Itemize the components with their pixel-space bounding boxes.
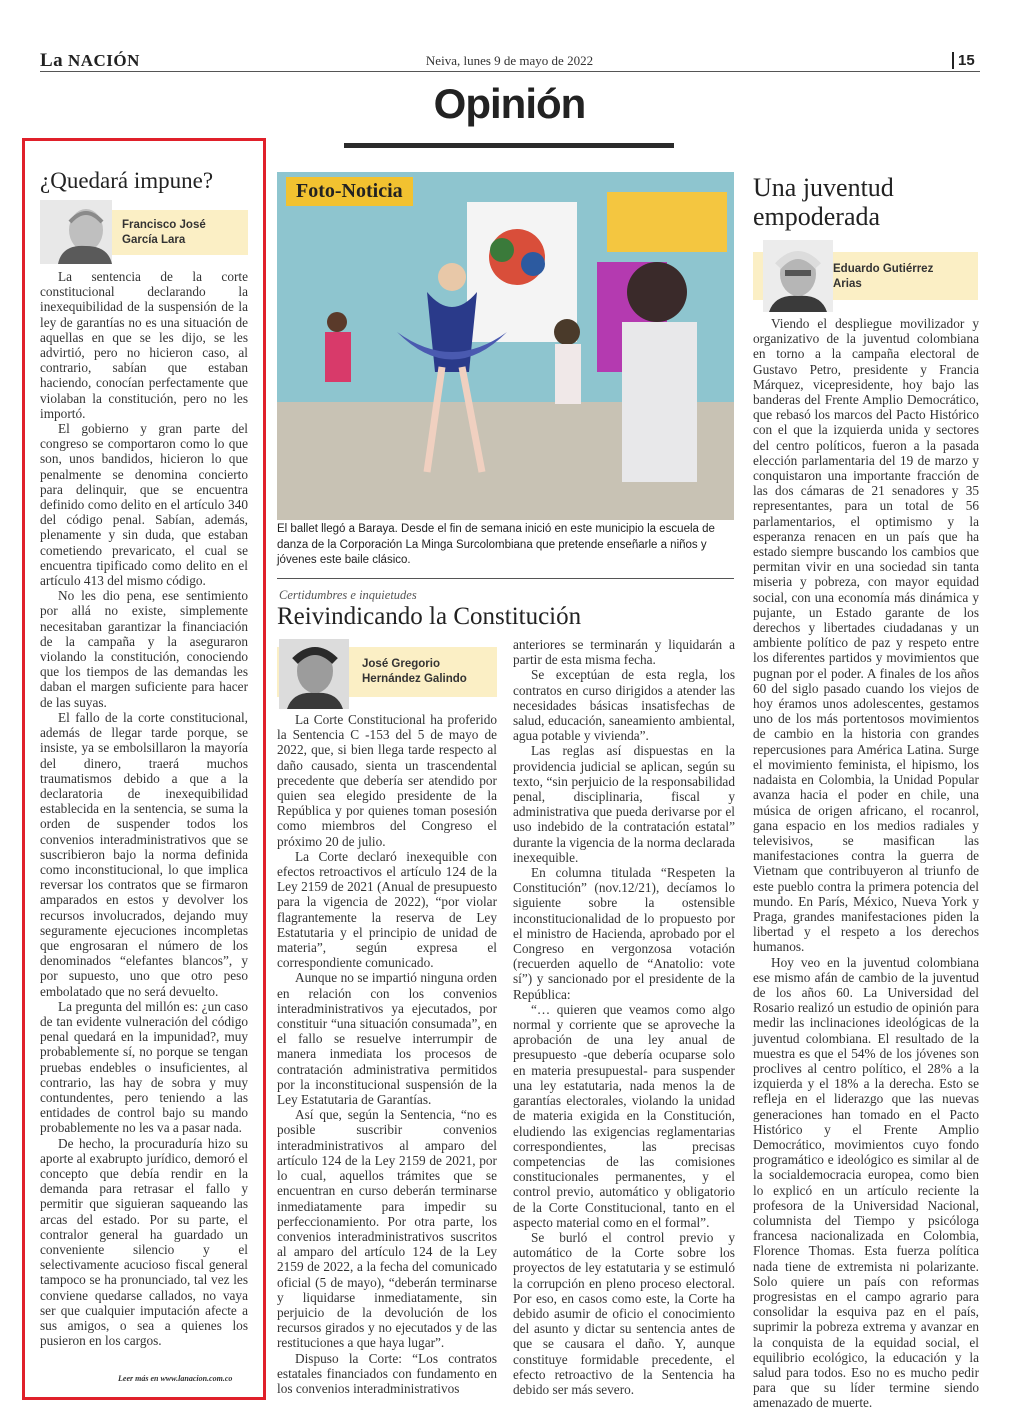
right-article-body	[753, 316, 979, 1411]
paragraph: De hecho, la procuraduría hizo su aporte al exabrupto jurídico, demoró el concepto que debía rendir en la demanda para retrasar el fallo y permitir que siguieran saqueando las arcas del estado. Por su parte, el contralor general ha guardado un conveniente silencio y el selectivamente acucioso fiscal general tampoco se ha pronunciado, tal vez les conviene quedarse callados, no vaya ser que cualquier imputación afecte a sus amigos, o sea a quienes los pusieron en los cargos.	[40, 1135, 248, 1349]
author-portrait-icon	[40, 200, 112, 264]
middle-article-col1	[277, 712, 497, 1396]
left-article-body	[40, 269, 248, 1348]
page-number: 15	[952, 52, 975, 69]
left-author-name-2: García Lara	[122, 234, 186, 246]
column-kicker: Certidumbres e inquietudes	[279, 588, 417, 602]
right-title-line-2: empoderada	[753, 202, 881, 231]
author-portrait-icon	[279, 639, 349, 709]
paragraph: Se burló el control previo y automático de la Corte sobre los proyectos de ley estatutaria y se estimuló la corrupción en pleno proceso electoral. Por eso, en casos como este, la Corte ha debido asumir de oficio el conocimiento del asunto y dictar su sentencia antes de que se causara el daño. Y, aunque constituye formidable precedente, el efecto retroactivo de la Sentencia ha debido ser más severo.	[513, 1229, 735, 1397]
right-author-box	[753, 252, 978, 300]
foto-noticia-label: Foto-Noticia	[286, 177, 413, 206]
paragraph: La Corte Constitucional ha proferido la Sentencia C -153 del 5 de mayo de 2022, que, si bien llega tarde respecto al daño causado, sienta un trascendental precedente que debería ser atendido por quien sea elegido presidente de la República y por quienes toman posesión como miembros del Congreso el próximo 20 de julio.	[277, 712, 497, 849]
left-article-title: ¿Quedará impune?	[40, 168, 214, 193]
dateline: Neiva, lunes 9 de mayo de 2022	[425, 53, 594, 68]
author-photo	[40, 200, 112, 264]
left-author-name-1: Francisco José	[122, 219, 206, 231]
ballet-photo	[277, 172, 734, 520]
section-title: Opinión	[433, 80, 586, 127]
middle-author-name-2: Hernández Galindo	[362, 673, 467, 685]
paragraph: Aunque no se impartió ninguna orden en relación con los convenios interadministrativos ya ejecutados, por constituir “una situación consumada”, en el fallo se resuelve interrumpir de manera inmediata los procesos de contratación administrativa permitidos por la inconstitucional suspensión de la Ley Estatutaria de Garantías.	[277, 970, 497, 1108]
paragraph: Viendo el despliegue movilizador y organizativo de la juventud colombiana en torno a la campaña electoral de Gustavo Petro, presidente y Francia Márquez, vicepresidente, hoy bajo las banderas del Frente Amplio Democrático, que rebasó los marcos del Pacto Histórico con el que la izquierda unida y sectores del centro políticos, fueron a la pasada elección parlamentaria del 19 de marzo y conquistaron una importante fracción de las dos cámaras de 21 senadores y 35 representantes, para un total de 56 parlamentarios, el optimismo y la esperanza renacen en un país que ha estado siempre buscando los cambios que permitan vivir en una sociedad sin tanta miseria y pobreza, con mayor equidad social, con una economía más dinámica y pujante, un Estado garante de los derechos y libertades ciudadanas y un ambiente político de paz y respeto entre los diferentes partidos y movimientos que pugnan por el poder. A finales de los años 60 del siglo pasado cuando los viejos de hoy éramos unos adolescentes, gestamos uno de los más portentosos movimientos de cambio en la historia con grandes repercusiones para América Latina. Surge el movimiento feminista, el hipismo, los nadaista en Colombia, la Unidad Popular avanza hacia el poder en chile, una música de origen africano, el rocanrol, gana espacio en los medios radiales y televisivos, se masifican las manifestaciones contra la guerra de Vietnam que contribuyeron al triunfo de este pueblo contra la primera potencia del mundo. En París, México, Nueva York y Praga, grandes manifestaciones piden la libertad y el respeto a los derechos humanos.	[753, 316, 979, 955]
paragraph: En columna titulada “Respeten la Constitución” (nov.12/21), decíamos lo siguiente sobre la ostensible inconstitucionalidad de lo propuesto por el ministro de Hacienda, aprobado por el Congreso en vergonzosa votación (recuerden aquello de “Anatolio: vote sí”) y sancionado por el presidente de la República:	[513, 865, 735, 1002]
middle-article-col2	[513, 637, 735, 1397]
newspaper-logo: La NACIÓN	[40, 50, 140, 71]
read-more-link[interactable]: Leer más en www.lanacion.com.co	[118, 1374, 233, 1383]
paragraph: El fallo de la corte constitucional, además de llegar tarde porque, se insiste, ya se embolsillaron la mayoría del dinero, traerá muchos traumatismos debido a que a la declaratoria de inexequibilidad establecida en la sentencia, se suma la orden de suspender todos los convenios interadministrativos que se suscribieron bajo la norma definida como inconstitucional, lo que implica reversar los contratos que se firmaron amparados en estos y devolver los recursos involucrados, dejando muy seguramente ejecuciones incompletas que engrosaran el número de los denominados “elefantes blancos”, y por supuesto, uno que otro peso embolatado que no será devuelto.	[40, 709, 248, 999]
middle-author-name-1: José Gregorio	[362, 658, 440, 670]
ballet-photo-image	[277, 172, 734, 520]
right-author-name-2: Arias	[833, 278, 862, 290]
paragraph: Se exceptúan de esta regla, los contratos en curso dirigidos a atender las necesidades básicas insatisfechas de salud, educación, saneamiento ambiental, agua potable y vivienda”.	[513, 667, 735, 744]
paragraph: La Corte declaró inexequible con efectos retroactivos el artículo 124 de la Ley 2159 de 2021 (Anual de presupuesto para la vigencia de 2022), “por violar flagrantemente la reserva de Ley Estatutaria y el principio de unidad de materia”, según expresa el correspondiente comunicado.	[277, 848, 497, 971]
paragraph: “… quieren que veamos como algo normal y corriente que se aproveche la aprobación de una ley anual de presupuesto -que debería ocuparse solo en materia presupuestal- para suspender una ley estatutaria, nada menos la de garantías electorales, violando la unidad de materia exigida en la Constitución, eludiendo las exigencias reglamentarias correspondientes, las precisas competencias de las comisiones constitucionales permanentes, y el control previo, automático y obligatorio de la Corte Constitucional, tanto en el aspecto material como en el formal”.	[513, 1001, 735, 1230]
middle-article-title: Reivindicando la Constitución	[277, 603, 582, 630]
paragraph: Las reglas así dispuestas en la providencia judicial se aplican, según su texto, “sin perjuicio de la responsabilidad penal, disciplinaria, fiscal y administrativa que pueda derivarse por el uso indebido de la contratación estatal” durante la vigencia de la norma declarada inexequible.	[513, 743, 735, 865]
right-article-title	[753, 173, 894, 231]
paragraph: La pregunta del millón es: ¿un caso de tan evidente vulneración del código penal quedará en la impunidad?, muy probablemente sí, no porque se tengan pruebas endebles o insuficientes, al contrario, las hay de sobra y muy contundentes, pero teniendo a las entidades de control bajo su mando probablemente no les va a pasar nada.	[40, 998, 248, 1136]
author-photo	[279, 639, 349, 709]
right-title-line-1: Una juventud	[753, 173, 894, 202]
paragraph: Dispuso la Corte: “Los contratos estatales financiados con fundamento en los convenios interadministrativos	[277, 1350, 497, 1396]
author-portrait-icon	[763, 240, 833, 312]
header-rule	[40, 71, 980, 72]
paragraph: Así que, según la Sentencia, “no es posible suscribir convenios interadministrativos al amparo del artículo 124 de la Ley 2159 de 2021, por lo cual, aquellos trámites que se encuentran en curso deberán terminarse inmediatamente para impedir su perfeccionamiento. Por otra parte, los convenios interadministrativos suscritos al amparo del artículo 124 de la Ley 2159 de 2022, a la fecha del comunicado oficial (5 de mayo), “deberán terminarse y liquidarse inmediatamente, sin perjuicio de la devolución de los recursos girados y no ejecutados y de las restituciones a que haya lugar”.	[277, 1107, 497, 1351]
middle-divider	[277, 578, 734, 579]
paragraph: La sentencia de la corte constitucional declarando la inexequibilidad de la suspensión de la ley de garantías no es una situación de aquellas en que se les dijo, se les advirtió, pero no hicieron caso, al contrario, sabían que estaban haciendo, conocían perfectamente que violaban la constitución, pero no les importó.	[40, 269, 248, 421]
left-author-box	[40, 210, 248, 255]
author-photo	[763, 240, 833, 312]
paragraph: anteriores se terminarán y liquidarán a partir de esta misma fecha.	[513, 637, 735, 668]
paragraph: No les dio pena, ese sentimiento por allá no existe, simplemente necesitaban garantizar la financiación de la campaña y la aseguraron violando la constitución, conociendo que los tiempos de las demandas les daban el margen suficiente para hacer de las suyas.	[40, 588, 248, 710]
paragraph: Hoy veo en la juventud colombiana ese mismo afán de cambio de la juventud de los años 60. La Universidad del Rosario realizó un estudio de opinión para medir las inclinaciones ideológicas de la juventud colombiana. El resultado de la muestra es que el 54% de los jóvenes son proclives al centro político, el 28% a la izquierda y el 18% a la derecha. Esto se refleja en el liderazgo que las nuevas generaciones han tomado en el Pacto Histórico y el Frente Amplio Democrático, movimientos cuyo fondo programático e ideológico es similar al de la socialdemocracia europea, como bien lo explicó en un artículo reciente la profesora de la Universidad Nacional, columnista del Tiempo y psicóloga francesa nacionalizada en Colombia, Florence Thomas. Esta fuerza política nada tiene de extremista ni polarizante. Solo quiere un país con reformas progresistas en el campo agrario para consolidar la esquiva paz en el país, suprimir la pobreza extrema y avanzar en la conquista de la equidad social, el equilibrio ecológico, la educación y la salud para todos. Eso no es mucho pedir para que su líder termine siendo amenazado de muerte.	[753, 954, 979, 1411]
middle-author-box	[277, 647, 497, 697]
right-author-name-1: Eduardo Gutiérrez	[833, 263, 934, 275]
paragraph: El gobierno y gran parte del congreso se comportaron como lo que son, unos bandidos, hicieron lo que penalmente se denomina concierto para delinquir, que se encuentra definido como delito en el artículo 340 del código penal. Sabían, además, plenamente y sin duda, que estaban cometiendo prevaricato, el cual se encuentra tipificado como delito en el artículo 413 del mismo código.	[40, 421, 248, 589]
photo-caption: El ballet llegó a Baraya. Desde el fin de semana inició en este municipio la escuela de danza de la Corporación La Minga Surcolombiana que pretende enseñarle a niños y jóvenes este baile clásico.	[277, 523, 715, 566]
section-rule	[344, 143, 674, 148]
